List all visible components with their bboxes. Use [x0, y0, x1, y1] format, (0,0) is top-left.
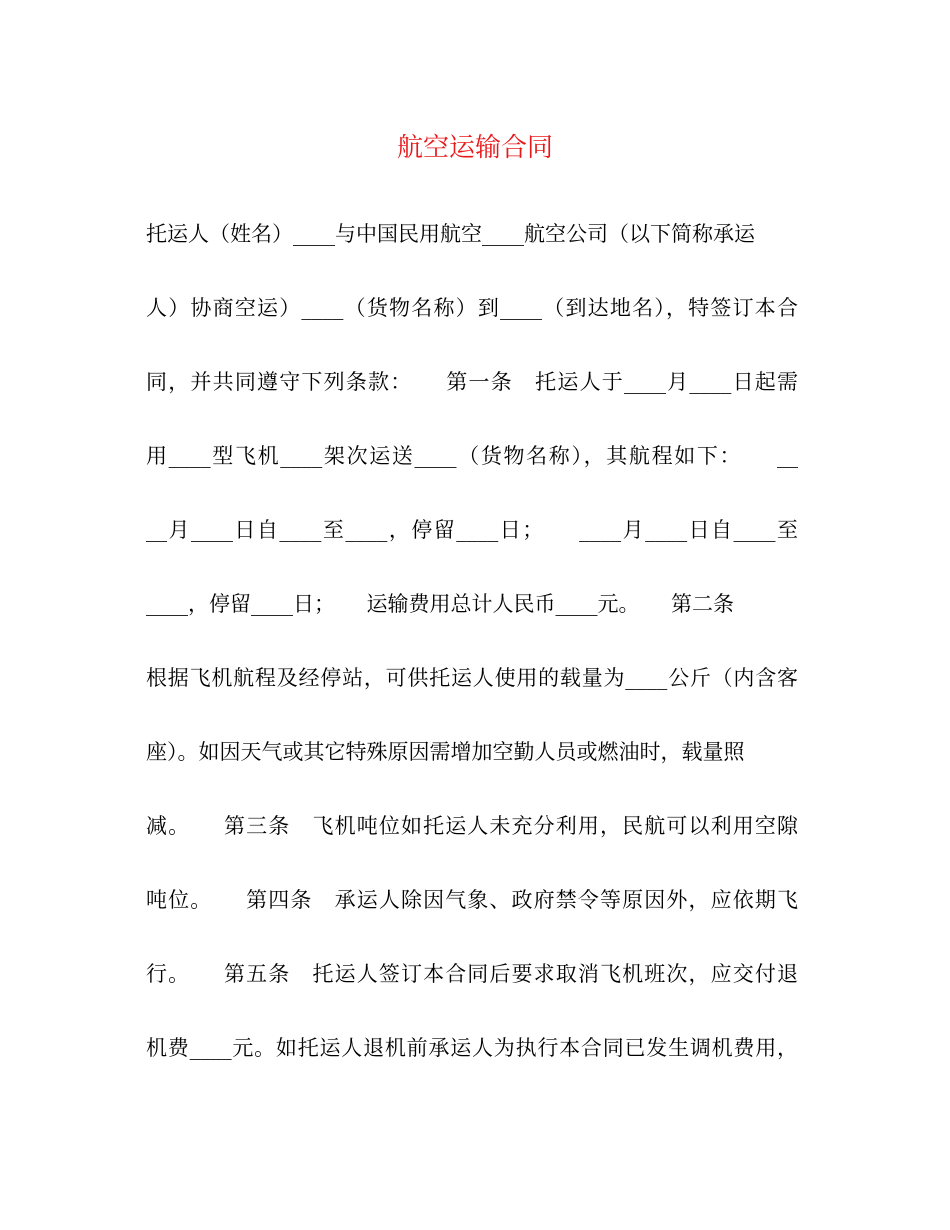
body-line-5: __月____日自____至____，停留____日； ____月____日自____至 — [146, 518, 798, 542]
body-line-4: 用____型飞机____架次运送____（货物名称），其航程如下： __ — [146, 444, 798, 468]
document-title: 航空运输合同 — [396, 133, 553, 163]
body-line-8: 座）。如因天气或其它特殊原因需增加空勤人员或燃油时，载量照 — [146, 740, 745, 764]
body-line-3: 同，并共同遵守下列条款： 第一条 托运人于____月____日起需 — [146, 370, 798, 394]
body-line-6: ____，停留____日； 运输费用总计人民币____元。 第二条 — [146, 592, 734, 616]
body-line-1: 托运人（姓名）____与中国民用航空____航空公司（以下简称承运 — [146, 222, 755, 246]
body-line-12: 机费____元。如托运人退机前承运人为执行本合同已发生调机费用， — [146, 1036, 798, 1060]
body-line-2: 人）协商空运）____（货物名称）到____（到达地名），特签订本合 — [146, 296, 798, 320]
body-line-9: 减。 第三条 飞机吨位如托运人未充分利用，民航可以利用空隙 — [146, 814, 798, 838]
contract-body — [146, 213, 798, 1101]
body-line-11: 行。 第五条 托运人签订本合同后要求取消飞机班次，应交付退 — [146, 962, 798, 986]
body-line-7: 根据飞机航程及经停站，可供托运人使用的载量为____公斤（内含客 — [146, 666, 798, 690]
body-line-10: 吨位。 第四条 承运人除因气象、政府禁令等原因外，应依期飞 — [146, 888, 798, 912]
